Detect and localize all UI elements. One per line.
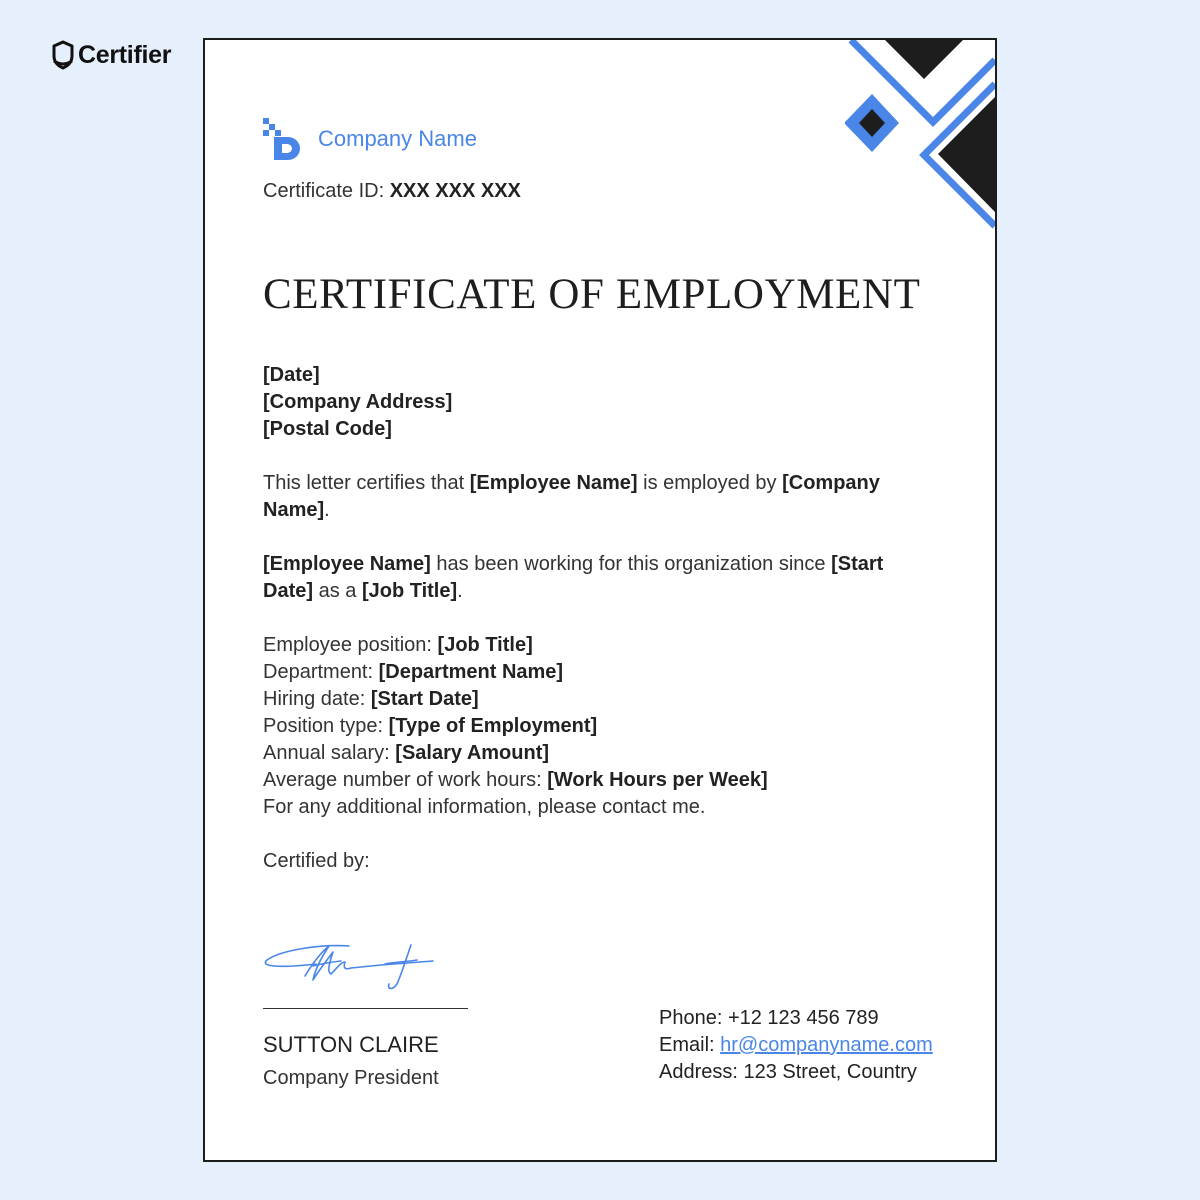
company-name: Company Name <box>318 126 477 151</box>
contact-email: Email: hr@companyname.com <box>659 1034 933 1056</box>
contact-info <box>659 1005 933 1086</box>
certifier-brand[interactable] <box>52 40 171 70</box>
paragraph-tenure: [Employee Name] has been working for this organization since [Start Date] as a [Job Title]. <box>263 553 884 602</box>
certifier-logo-icon <box>52 40 74 70</box>
contact-address: Address: 123 Street, Country <box>659 1061 917 1083</box>
start-date-field: [Start Date] <box>263 553 884 602</box>
postal-code-field: [Postal Code] <box>263 418 392 440</box>
signature-line <box>263 1008 468 1009</box>
detail-hiring-date: Hiring date: [Start Date] <box>263 688 479 710</box>
job-title-field: [Job Title] <box>361 580 458 602</box>
email-link[interactable]: hr@companyname.com <box>720 1034 933 1056</box>
address-value: 123 Street, Country <box>743 1061 917 1083</box>
certificate-body <box>263 362 913 875</box>
employee-name-field: [Employee Name] <box>469 472 638 494</box>
certificate-id-label: Certificate ID: <box>263 180 385 202</box>
detail-annual-salary: Annual salary: [Salary Amount] <box>263 742 550 764</box>
signer-name: SUTTON CLAIRE <box>263 1032 439 1057</box>
signer-role: Company President <box>263 1067 439 1089</box>
certified-by-label: Certified by: <box>263 850 370 872</box>
phone-number: +12 123 456 789 <box>727 1007 879 1029</box>
contact-phone: Phone: +12 123 456 789 <box>659 1007 879 1029</box>
certificate-title: CERTIFICATE OF EMPLOYMENT <box>263 271 921 318</box>
company-address-field: [Company Address] <box>263 391 453 413</box>
company-name-field: [Company Name] <box>263 472 880 521</box>
certifier-brand-name: Certifier <box>78 40 172 69</box>
signature-image <box>261 940 436 995</box>
date-field: [Date] <box>263 364 320 386</box>
certificate-sheet <box>203 38 997 1162</box>
company-logo-icon <box>263 118 308 160</box>
detail-position: Employee position: [Job Title] <box>263 634 533 656</box>
certificate-id <box>263 180 521 203</box>
detail-position-type: Position type: [Type of Employment] <box>263 715 598 737</box>
detail-department: Department: [Department Name] <box>263 661 564 683</box>
certificate-id-value: XXX XXX XXX <box>389 180 521 202</box>
employee-name-field: [Employee Name] <box>263 553 431 575</box>
detail-work-hours: Average number of work hours: [Work Hours per Week] <box>263 769 768 791</box>
corner-decoration <box>845 40 995 250</box>
company-header <box>263 118 477 160</box>
closing-line: For any additional information, please contact me. <box>263 796 706 818</box>
paragraph-employment: This letter certifies that [Employee Name] is employed by [Company Name]. <box>263 472 880 521</box>
